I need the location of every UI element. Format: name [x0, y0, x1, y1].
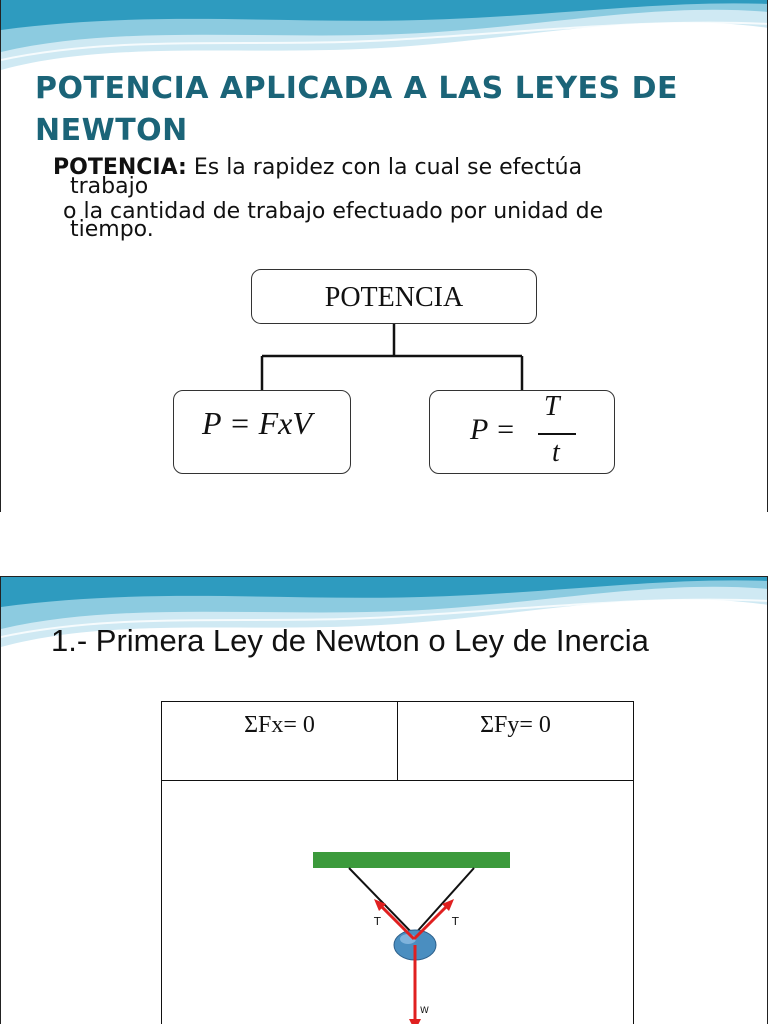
formula-box-power-work-time: [429, 390, 615, 474]
formula-box-power-force-velocity: [173, 390, 351, 474]
formula-numerator: T: [544, 391, 560, 422]
label-w: W: [420, 1006, 429, 1016]
sum-fy-cell: ΣFy= 0: [397, 702, 633, 780]
slide-2: [0, 576, 768, 1024]
table-figure-row: [162, 781, 633, 1024]
law-heading: 1.- Primera Ley de Newton o Ley de Inercia: [51, 623, 649, 658]
equilibrium-table: [161, 701, 634, 1024]
ceiling-beam: [313, 852, 510, 868]
slide-title: POTENCIA APLICADA A LAS LEYES DE NEWTON: [35, 71, 678, 148]
label-t-right: T: [452, 915, 459, 928]
formula-denominator: t: [552, 437, 560, 468]
hanging-mass-diagram: [294, 825, 531, 1024]
label-t-left: T: [374, 915, 381, 928]
formula-p-fxv: P = FxV: [202, 405, 312, 441]
definition-line-3: o la cantidad de trabajo efectuado por unidad de: [63, 199, 604, 224]
definition-term: POTENCIA:: [53, 155, 187, 180]
definition-line-1-text: Es la rapidez con la cual se efectúa: [186, 155, 583, 180]
slide-gap: [0, 512, 768, 576]
formula-lhs: P =: [470, 413, 516, 446]
definition-line-4: tiempo.: [70, 217, 154, 242]
definition-line-2: trabajo: [70, 174, 149, 199]
potencia-box: POTENCIA: [251, 269, 537, 324]
table-row: [162, 702, 633, 781]
fraction-bar: [538, 433, 576, 435]
sum-fx-cell: ΣFx= 0: [244, 712, 315, 738]
